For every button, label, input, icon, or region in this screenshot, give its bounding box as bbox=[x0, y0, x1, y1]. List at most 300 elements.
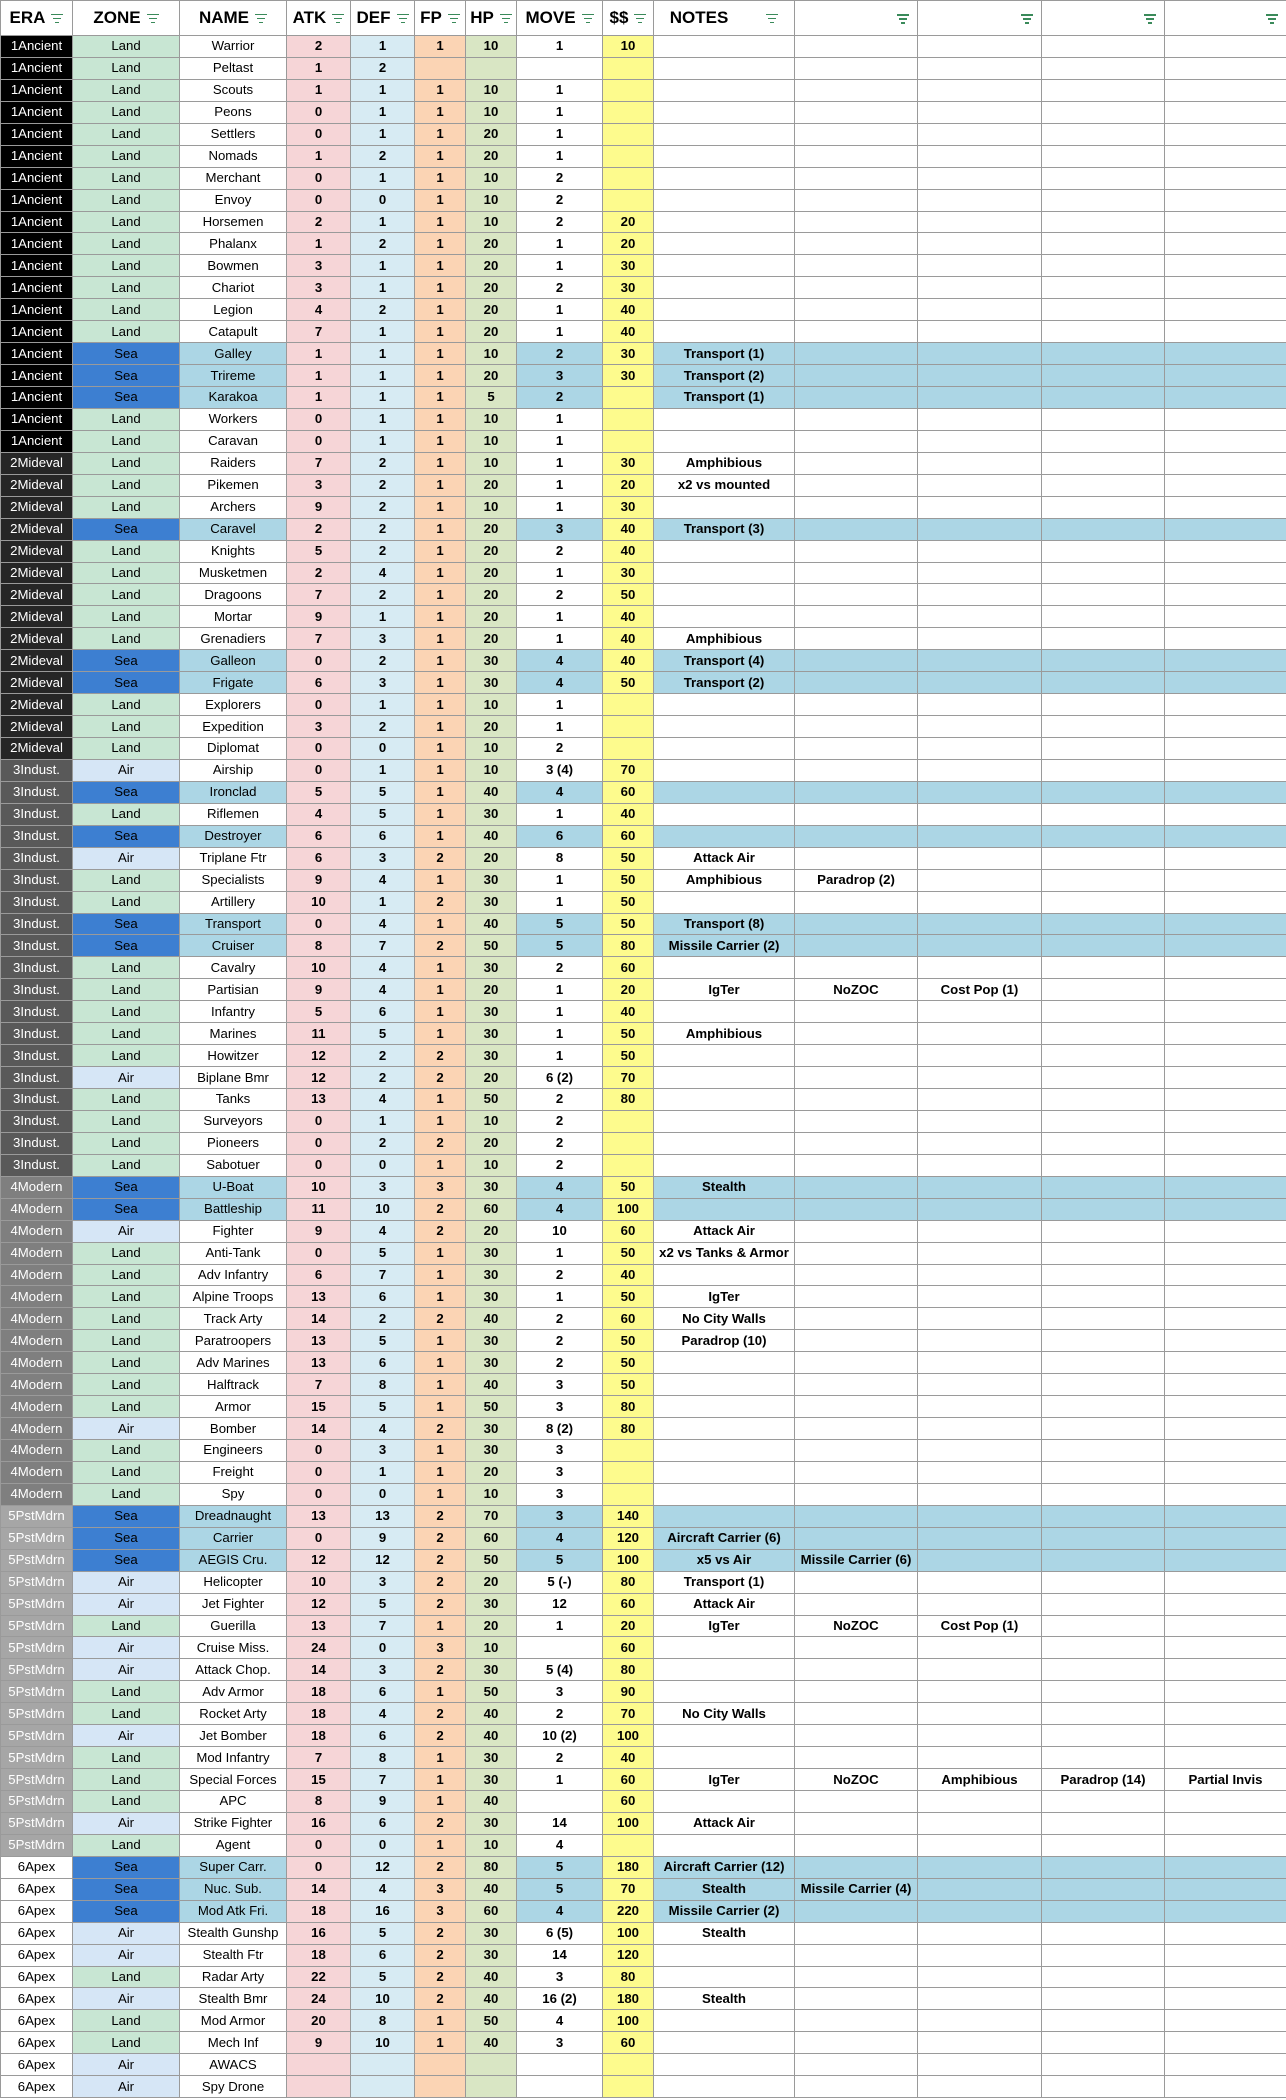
name-cell[interactable]: Fighter bbox=[180, 1220, 287, 1242]
notes-cell[interactable]: Paradrop (10) bbox=[654, 1330, 795, 1352]
hp-cell[interactable]: 20 bbox=[466, 584, 517, 606]
def-cell[interactable]: 2 bbox=[351, 540, 415, 562]
fp-cell[interactable]: 2 bbox=[415, 1132, 466, 1154]
cost-cell[interactable]: 50 bbox=[603, 1242, 654, 1264]
notes-cell[interactable] bbox=[918, 1461, 1042, 1483]
notes-cell[interactable] bbox=[1042, 1001, 1165, 1023]
hp-cell[interactable]: 20 bbox=[466, 518, 517, 540]
zone-cell[interactable]: Land bbox=[73, 628, 180, 650]
name-cell[interactable]: Destroyer bbox=[180, 825, 287, 847]
move-cell[interactable]: 4 bbox=[517, 1198, 603, 1220]
notes-cell[interactable] bbox=[918, 408, 1042, 430]
zone-cell[interactable]: Land bbox=[73, 474, 180, 496]
atk-cell[interactable]: 24 bbox=[287, 1637, 351, 1659]
atk-cell[interactable]: 12 bbox=[287, 1549, 351, 1571]
move-cell[interactable]: 2 bbox=[517, 277, 603, 299]
notes-cell[interactable] bbox=[1165, 1856, 1286, 1878]
fp-cell[interactable]: 1 bbox=[415, 1791, 466, 1813]
notes-cell[interactable] bbox=[795, 1988, 918, 2010]
notes-cell[interactable]: Transport (3) bbox=[654, 518, 795, 540]
fp-cell[interactable]: 1 bbox=[415, 123, 466, 145]
notes-cell[interactable] bbox=[1165, 1220, 1286, 1242]
era-cell[interactable]: 3Indust. bbox=[1, 1089, 73, 1111]
move-cell[interactable]: 4 bbox=[517, 1176, 603, 1198]
name-cell[interactable]: Helicopter bbox=[180, 1571, 287, 1593]
def-cell[interactable]: 1 bbox=[351, 211, 415, 233]
zone-cell[interactable]: Sea bbox=[73, 387, 180, 409]
filter-icon[interactable] bbox=[766, 14, 778, 23]
fp-cell[interactable]: 1 bbox=[415, 781, 466, 803]
atk-cell[interactable]: 13 bbox=[287, 1505, 351, 1527]
notes-cell[interactable] bbox=[1165, 672, 1286, 694]
zone-cell[interactable]: Sea bbox=[73, 365, 180, 387]
fp-cell[interactable]: 2 bbox=[415, 1549, 466, 1571]
atk-cell[interactable]: 0 bbox=[287, 430, 351, 452]
notes-cell[interactable] bbox=[918, 1834, 1042, 1856]
cost-cell[interactable]: 50 bbox=[603, 1045, 654, 1067]
notes-cell[interactable] bbox=[1042, 1045, 1165, 1067]
def-cell[interactable]: 3 bbox=[351, 1659, 415, 1681]
cost-cell[interactable] bbox=[603, 167, 654, 189]
notes-cell[interactable] bbox=[1042, 935, 1165, 957]
notes-cell[interactable] bbox=[1042, 211, 1165, 233]
notes-cell[interactable] bbox=[795, 1110, 918, 1132]
cost-cell[interactable] bbox=[603, 123, 654, 145]
notes-cell[interactable] bbox=[795, 474, 918, 496]
atk-cell[interactable]: 0 bbox=[287, 913, 351, 935]
hp-cell[interactable]: 20 bbox=[466, 1220, 517, 1242]
notes-cell[interactable] bbox=[795, 1791, 918, 1813]
fp-cell[interactable]: 1 bbox=[415, 1110, 466, 1132]
cost-cell[interactable]: 220 bbox=[603, 1900, 654, 1922]
notes-cell[interactable] bbox=[795, 628, 918, 650]
notes-cell[interactable]: Aircraft Carrier (6) bbox=[654, 1527, 795, 1549]
era-cell[interactable]: 5PstMdrn bbox=[1, 1769, 73, 1791]
cost-cell[interactable]: 120 bbox=[603, 1944, 654, 1966]
zone-cell[interactable]: Land bbox=[73, 1352, 180, 1374]
def-cell[interactable]: 1 bbox=[351, 255, 415, 277]
notes-cell[interactable] bbox=[654, 57, 795, 79]
move-cell[interactable]: 2 bbox=[517, 1154, 603, 1176]
notes-cell[interactable] bbox=[654, 540, 795, 562]
notes-cell[interactable] bbox=[918, 825, 1042, 847]
fp-cell[interactable]: 1 bbox=[415, 79, 466, 101]
cost-cell[interactable] bbox=[603, 189, 654, 211]
atk-cell[interactable]: 14 bbox=[287, 1659, 351, 1681]
filter-icon[interactable] bbox=[332, 14, 344, 23]
notes-cell[interactable] bbox=[1042, 1593, 1165, 1615]
cost-cell[interactable]: 40 bbox=[603, 606, 654, 628]
name-cell[interactable]: Stealth Bmr bbox=[180, 1988, 287, 2010]
cost-cell[interactable]: 80 bbox=[603, 1089, 654, 1111]
move-cell[interactable]: 2 bbox=[517, 387, 603, 409]
era-cell[interactable]: 1Ancient bbox=[1, 277, 73, 299]
move-cell[interactable]: 1 bbox=[517, 452, 603, 474]
def-cell[interactable]: 1 bbox=[351, 408, 415, 430]
cost-cell[interactable]: 140 bbox=[603, 1505, 654, 1527]
atk-cell[interactable]: 0 bbox=[287, 1132, 351, 1154]
notes-cell[interactable] bbox=[795, 2076, 918, 2098]
notes-cell[interactable] bbox=[918, 540, 1042, 562]
notes-cell[interactable] bbox=[795, 1812, 918, 1834]
def-cell[interactable]: 1 bbox=[351, 606, 415, 628]
atk-cell[interactable]: 10 bbox=[287, 1571, 351, 1593]
era-cell[interactable]: 5PstMdrn bbox=[1, 1593, 73, 1615]
move-cell[interactable]: 4 bbox=[517, 781, 603, 803]
name-cell[interactable]: Agent bbox=[180, 1834, 287, 1856]
name-cell[interactable]: Transport bbox=[180, 913, 287, 935]
notes-cell[interactable] bbox=[795, 518, 918, 540]
fp-cell[interactable]: 1 bbox=[415, 233, 466, 255]
era-cell[interactable]: 4Modern bbox=[1, 1198, 73, 1220]
notes-cell[interactable] bbox=[1042, 628, 1165, 650]
fp-cell[interactable] bbox=[415, 2076, 466, 2098]
notes-cell[interactable] bbox=[1042, 891, 1165, 913]
cost-cell[interactable]: 20 bbox=[603, 1615, 654, 1637]
fp-cell[interactable]: 1 bbox=[415, 145, 466, 167]
era-cell[interactable]: 3Indust. bbox=[1, 1001, 73, 1023]
notes-cell[interactable] bbox=[1042, 452, 1165, 474]
notes-cell[interactable] bbox=[1165, 2054, 1286, 2076]
cost-cell[interactable] bbox=[603, 1483, 654, 1505]
move-cell[interactable]: 1 bbox=[517, 979, 603, 1001]
era-cell[interactable]: 1Ancient bbox=[1, 321, 73, 343]
atk-cell[interactable]: 1 bbox=[287, 343, 351, 365]
notes-cell[interactable] bbox=[795, 1922, 918, 1944]
hp-cell[interactable]: 20 bbox=[466, 123, 517, 145]
notes-cell[interactable] bbox=[918, 1352, 1042, 1374]
fp-cell[interactable] bbox=[415, 2054, 466, 2076]
hp-cell[interactable]: 80 bbox=[466, 1856, 517, 1878]
fp-cell[interactable]: 1 bbox=[415, 167, 466, 189]
notes-cell[interactable] bbox=[1165, 255, 1286, 277]
def-cell[interactable]: 3 bbox=[351, 672, 415, 694]
def-cell[interactable]: 0 bbox=[351, 1483, 415, 1505]
notes-cell[interactable] bbox=[1042, 1176, 1165, 1198]
fp-cell[interactable]: 1 bbox=[415, 1264, 466, 1286]
cost-cell[interactable]: 60 bbox=[603, 1220, 654, 1242]
notes-cell[interactable] bbox=[795, 1637, 918, 1659]
hp-cell[interactable]: 30 bbox=[466, 869, 517, 891]
era-cell[interactable]: 3Indust. bbox=[1, 803, 73, 825]
name-cell[interactable]: Legion bbox=[180, 299, 287, 321]
zone-cell[interactable]: Land bbox=[73, 1769, 180, 1791]
notes-cell[interactable]: Transport (4) bbox=[654, 650, 795, 672]
notes-cell[interactable] bbox=[1042, 738, 1165, 760]
move-cell[interactable]: 4 bbox=[517, 1527, 603, 1549]
atk-cell[interactable]: 1 bbox=[287, 365, 351, 387]
cost-cell[interactable] bbox=[603, 1834, 654, 1856]
name-cell[interactable]: Adv Armor bbox=[180, 1681, 287, 1703]
notes-cell[interactable]: IgTer bbox=[654, 979, 795, 1001]
atk-cell[interactable]: 0 bbox=[287, 1154, 351, 1176]
filter-icon[interactable] bbox=[147, 14, 159, 23]
notes-cell[interactable] bbox=[795, 167, 918, 189]
header-era[interactable] bbox=[1, 1, 73, 36]
notes-cell[interactable] bbox=[1042, 1089, 1165, 1111]
cost-cell[interactable]: 50 bbox=[603, 1286, 654, 1308]
atk-cell[interactable]: 2 bbox=[287, 562, 351, 584]
notes-cell[interactable] bbox=[795, 277, 918, 299]
notes-cell[interactable] bbox=[654, 584, 795, 606]
notes-cell[interactable] bbox=[1042, 321, 1165, 343]
move-cell[interactable]: 2 bbox=[517, 343, 603, 365]
move-cell[interactable]: 2 bbox=[517, 584, 603, 606]
def-cell[interactable]: 1 bbox=[351, 167, 415, 189]
atk-cell[interactable]: 5 bbox=[287, 1001, 351, 1023]
era-cell[interactable]: 4Modern bbox=[1, 1483, 73, 1505]
zone-cell[interactable]: Air bbox=[73, 1659, 180, 1681]
fp-cell[interactable]: 1 bbox=[415, 474, 466, 496]
zone-cell[interactable]: Sea bbox=[73, 1505, 180, 1527]
notes-cell[interactable] bbox=[1165, 1791, 1286, 1813]
move-cell[interactable]: 1 bbox=[517, 408, 603, 430]
notes-cell[interactable]: Paradrop (2) bbox=[795, 869, 918, 891]
hp-cell[interactable]: 20 bbox=[466, 255, 517, 277]
header-zone[interactable] bbox=[73, 1, 180, 36]
fp-cell[interactable]: 3 bbox=[415, 1900, 466, 1922]
move-cell[interactable]: 4 bbox=[517, 650, 603, 672]
era-cell[interactable]: 5PstMdrn bbox=[1, 1615, 73, 1637]
notes-cell[interactable] bbox=[918, 650, 1042, 672]
notes-cell[interactable] bbox=[918, 1001, 1042, 1023]
atk-cell[interactable]: 2 bbox=[287, 36, 351, 58]
move-cell[interactable]: 4 bbox=[517, 2010, 603, 2032]
notes-cell[interactable] bbox=[918, 1856, 1042, 1878]
notes-cell[interactable] bbox=[795, 123, 918, 145]
notes-cell[interactable]: Cost Pop (1) bbox=[918, 1615, 1042, 1637]
zone-cell[interactable]: Land bbox=[73, 36, 180, 58]
hp-cell[interactable]: 40 bbox=[466, 2032, 517, 2054]
def-cell[interactable]: 4 bbox=[351, 913, 415, 935]
move-cell[interactable]: 1 bbox=[517, 891, 603, 913]
notes-cell[interactable] bbox=[1042, 540, 1165, 562]
notes-cell[interactable] bbox=[654, 321, 795, 343]
notes-cell[interactable] bbox=[795, 781, 918, 803]
cost-cell[interactable] bbox=[603, 408, 654, 430]
notes-cell[interactable] bbox=[1042, 913, 1165, 935]
notes-cell[interactable] bbox=[795, 825, 918, 847]
move-cell[interactable]: 8 bbox=[517, 847, 603, 869]
hp-cell[interactable]: 10 bbox=[466, 211, 517, 233]
move-cell[interactable]: 1 bbox=[517, 101, 603, 123]
atk-cell[interactable]: 13 bbox=[287, 1286, 351, 1308]
notes-cell[interactable] bbox=[1165, 1352, 1286, 1374]
notes-cell[interactable] bbox=[654, 1045, 795, 1067]
notes-cell[interactable] bbox=[918, 1067, 1042, 1089]
cost-cell[interactable]: 100 bbox=[603, 1198, 654, 1220]
notes-cell[interactable] bbox=[918, 1681, 1042, 1703]
fp-cell[interactable]: 1 bbox=[415, 979, 466, 1001]
name-cell[interactable]: Jet Bomber bbox=[180, 1725, 287, 1747]
notes-cell[interactable] bbox=[1042, 2032, 1165, 2054]
move-cell[interactable]: 1 bbox=[517, 1023, 603, 1045]
def-cell[interactable]: 12 bbox=[351, 1549, 415, 1571]
def-cell[interactable]: 5 bbox=[351, 781, 415, 803]
hp-cell[interactable]: 10 bbox=[466, 101, 517, 123]
notes-cell[interactable] bbox=[918, 891, 1042, 913]
def-cell[interactable]: 5 bbox=[351, 1593, 415, 1615]
era-cell[interactable]: 3Indust. bbox=[1, 935, 73, 957]
fp-cell[interactable]: 2 bbox=[415, 1593, 466, 1615]
era-cell[interactable]: 3Indust. bbox=[1, 847, 73, 869]
name-cell[interactable]: Sabotuer bbox=[180, 1154, 287, 1176]
move-cell[interactable]: 2 bbox=[517, 1132, 603, 1154]
name-cell[interactable]: AWACS bbox=[180, 2054, 287, 2076]
notes-cell[interactable] bbox=[1165, 1461, 1286, 1483]
move-cell[interactable]: 5 bbox=[517, 1549, 603, 1571]
notes-cell[interactable]: NoZOC bbox=[795, 1769, 918, 1791]
notes-cell[interactable] bbox=[1042, 1352, 1165, 1374]
notes-cell[interactable]: Transport (1) bbox=[654, 1571, 795, 1593]
def-cell[interactable]: 0 bbox=[351, 1154, 415, 1176]
atk-cell[interactable]: 5 bbox=[287, 781, 351, 803]
era-cell[interactable]: 4Modern bbox=[1, 1396, 73, 1418]
hp-cell[interactable]: 10 bbox=[466, 167, 517, 189]
fp-cell[interactable]: 3 bbox=[415, 1176, 466, 1198]
zone-cell[interactable]: Land bbox=[73, 2032, 180, 2054]
notes-cell[interactable] bbox=[795, 1154, 918, 1176]
zone-cell[interactable]: Land bbox=[73, 891, 180, 913]
atk-cell[interactable]: 13 bbox=[287, 1615, 351, 1637]
cost-cell[interactable]: 40 bbox=[603, 540, 654, 562]
move-cell[interactable]: 2 bbox=[517, 1264, 603, 1286]
notes-cell[interactable] bbox=[1165, 584, 1286, 606]
header-notes-2[interactable] bbox=[795, 1, 918, 36]
def-cell[interactable]: 6 bbox=[351, 825, 415, 847]
atk-cell[interactable]: 9 bbox=[287, 869, 351, 891]
notes-cell[interactable] bbox=[1042, 1374, 1165, 1396]
cost-cell[interactable]: 50 bbox=[603, 1176, 654, 1198]
era-cell[interactable]: 6Apex bbox=[1, 2010, 73, 2032]
atk-cell[interactable]: 13 bbox=[287, 1330, 351, 1352]
notes-cell[interactable] bbox=[1165, 1966, 1286, 1988]
notes-cell[interactable]: Aircraft Carrier (12) bbox=[654, 1856, 795, 1878]
zone-cell[interactable]: Land bbox=[73, 1440, 180, 1462]
def-cell[interactable]: 6 bbox=[351, 1812, 415, 1834]
notes-cell[interactable] bbox=[1042, 101, 1165, 123]
def-cell[interactable]: 8 bbox=[351, 1747, 415, 1769]
notes-cell[interactable] bbox=[654, 1154, 795, 1176]
zone-cell[interactable]: Land bbox=[73, 694, 180, 716]
hp-cell[interactable]: 10 bbox=[466, 408, 517, 430]
notes-cell[interactable] bbox=[795, 650, 918, 672]
notes-cell[interactable] bbox=[1165, 233, 1286, 255]
name-cell[interactable]: Battleship bbox=[180, 1198, 287, 1220]
fp-cell[interactable]: 2 bbox=[415, 1988, 466, 2010]
cost-cell[interactable]: 70 bbox=[603, 1703, 654, 1725]
move-cell[interactable] bbox=[517, 2054, 603, 2076]
name-cell[interactable]: Special Forces bbox=[180, 1769, 287, 1791]
notes-cell[interactable]: Partial Invis bbox=[1165, 1769, 1286, 1791]
notes-cell[interactable] bbox=[1042, 1703, 1165, 1725]
notes-cell[interactable] bbox=[1165, 1001, 1286, 1023]
notes-cell[interactable] bbox=[918, 277, 1042, 299]
era-cell[interactable]: 3Indust. bbox=[1, 1110, 73, 1132]
atk-cell[interactable]: 7 bbox=[287, 1747, 351, 1769]
era-cell[interactable]: 2Mideval bbox=[1, 540, 73, 562]
notes-cell[interactable] bbox=[1165, 1593, 1286, 1615]
zone-cell[interactable]: Land bbox=[73, 299, 180, 321]
notes-cell[interactable] bbox=[1165, 1198, 1286, 1220]
notes-cell[interactable] bbox=[1042, 1330, 1165, 1352]
notes-cell[interactable] bbox=[1042, 79, 1165, 101]
fp-cell[interactable]: 1 bbox=[415, 606, 466, 628]
notes-cell[interactable] bbox=[918, 1593, 1042, 1615]
atk-cell[interactable]: 3 bbox=[287, 277, 351, 299]
name-cell[interactable]: Mortar bbox=[180, 606, 287, 628]
notes-cell[interactable] bbox=[1042, 1549, 1165, 1571]
notes-cell[interactable] bbox=[654, 123, 795, 145]
zone-cell[interactable]: Land bbox=[73, 606, 180, 628]
notes-cell[interactable] bbox=[795, 957, 918, 979]
hp-cell[interactable]: 60 bbox=[466, 1198, 517, 1220]
hp-cell[interactable]: 20 bbox=[466, 562, 517, 584]
move-cell[interactable]: 1 bbox=[517, 869, 603, 891]
notes-cell[interactable] bbox=[1042, 869, 1165, 891]
notes-cell[interactable] bbox=[918, 1264, 1042, 1286]
name-cell[interactable]: Marines bbox=[180, 1023, 287, 1045]
hp-cell[interactable]: 40 bbox=[466, 1988, 517, 2010]
atk-cell[interactable]: 0 bbox=[287, 1527, 351, 1549]
move-cell[interactable]: 5 bbox=[517, 935, 603, 957]
notes-cell[interactable] bbox=[654, 738, 795, 760]
notes-cell[interactable] bbox=[918, 36, 1042, 58]
era-cell[interactable]: 6Apex bbox=[1, 1922, 73, 1944]
cost-cell[interactable]: 30 bbox=[603, 496, 654, 518]
cost-cell[interactable] bbox=[603, 387, 654, 409]
zone-cell[interactable]: Air bbox=[73, 1725, 180, 1747]
name-cell[interactable]: Biplane Bmr bbox=[180, 1067, 287, 1089]
name-cell[interactable]: Ironclad bbox=[180, 781, 287, 803]
notes-cell[interactable] bbox=[1042, 277, 1165, 299]
notes-cell[interactable] bbox=[1165, 1681, 1286, 1703]
notes-cell[interactable] bbox=[654, 2054, 795, 2076]
notes-cell[interactable] bbox=[654, 1110, 795, 1132]
atk-cell[interactable]: 6 bbox=[287, 847, 351, 869]
atk-cell[interactable]: 8 bbox=[287, 935, 351, 957]
def-cell[interactable]: 2 bbox=[351, 1132, 415, 1154]
notes-cell[interactable] bbox=[795, 1242, 918, 1264]
hp-cell[interactable]: 10 bbox=[466, 1834, 517, 1856]
era-cell[interactable]: 4Modern bbox=[1, 1418, 73, 1440]
notes-cell[interactable] bbox=[918, 1132, 1042, 1154]
name-cell[interactable]: Anti-Tank bbox=[180, 1242, 287, 1264]
notes-cell[interactable] bbox=[1165, 387, 1286, 409]
notes-cell[interactable] bbox=[1165, 803, 1286, 825]
def-cell[interactable]: 5 bbox=[351, 1023, 415, 1045]
notes-cell[interactable] bbox=[1042, 2054, 1165, 2076]
era-cell[interactable]: 6Apex bbox=[1, 1966, 73, 1988]
name-cell[interactable]: Envoy bbox=[180, 189, 287, 211]
notes-cell[interactable] bbox=[654, 189, 795, 211]
zone-cell[interactable]: Sea bbox=[73, 1549, 180, 1571]
era-cell[interactable]: 6Apex bbox=[1, 2054, 73, 2076]
name-cell[interactable]: Airship bbox=[180, 759, 287, 781]
notes-cell[interactable] bbox=[795, 1505, 918, 1527]
zone-cell[interactable]: Sea bbox=[73, 672, 180, 694]
era-cell[interactable]: 4Modern bbox=[1, 1461, 73, 1483]
zone-cell[interactable]: Sea bbox=[73, 1856, 180, 1878]
hp-cell[interactable]: 10 bbox=[466, 79, 517, 101]
atk-cell[interactable]: 0 bbox=[287, 123, 351, 145]
notes-cell[interactable] bbox=[918, 1505, 1042, 1527]
cost-cell[interactable]: 20 bbox=[603, 474, 654, 496]
name-cell[interactable]: Horsemen bbox=[180, 211, 287, 233]
notes-cell[interactable] bbox=[654, 408, 795, 430]
name-cell[interactable]: AEGIS Cru. bbox=[180, 1549, 287, 1571]
notes-cell[interactable] bbox=[918, 1703, 1042, 1725]
